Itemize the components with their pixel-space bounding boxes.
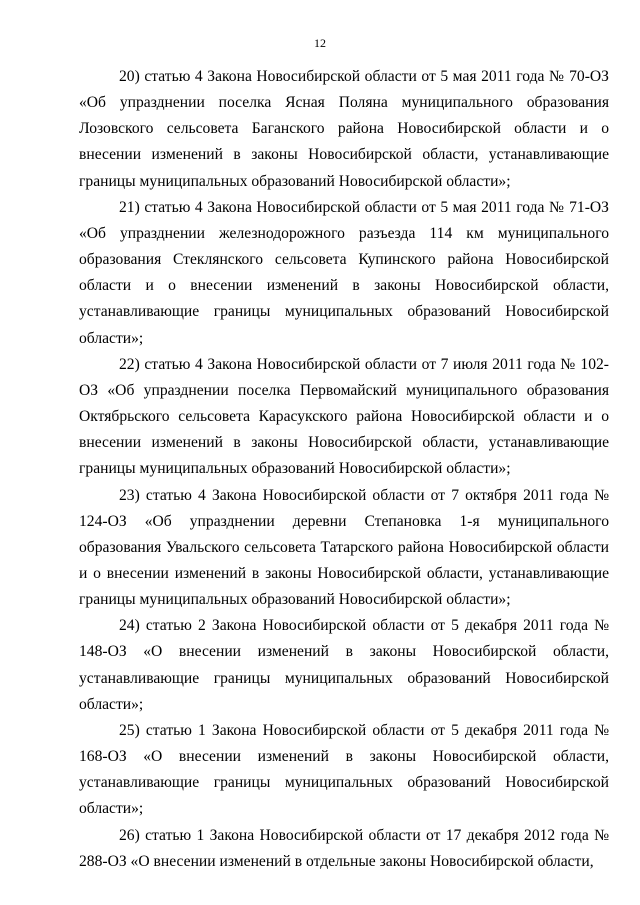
- list-item-21: 21) статью 4 Закона Новосибирской области от 5 мая 2011 года № 71-ОЗ «Об упразднении железнодорожного разъезда 114 км муниципального образования Стеклянского сельсовета Купинского района Новосибирской области и о внесении изменений в законы Новосибирской области, устанавливающие границы муниципальных образований Новосибирской области»;: [79, 198, 609, 347]
- page-number: 12: [314, 36, 326, 50]
- document-body: [79, 64, 609, 875]
- list-item-26: 26) статью 1 Закона Новосибирской области от 17 декабря 2012 года № 288-ОЗ «О внесении изменений в отдельные законы Новосибирской области,: [79, 826, 609, 870]
- list-item-23: 23) статью 4 Закона Новосибирской области от 7 октября 2011 года № 124-ОЗ «Об упразднении деревни Степановка 1-я муниципального образования Увальского сельсовета Татарского района Новосибирской области и о внесении изменений в законы Новосибирской области, устанавливающие границы муниципальных образований Новосибирской области»;: [79, 486, 609, 609]
- list-item-25: 25) статью 1 Закона Новосибирской области от 5 декабря 2011 года № 168-ОЗ «О внесении изменений в законы Новосибирской области, устанавливающие границы муниципальных образований Новосибирской области»;: [79, 721, 609, 818]
- list-item-22: 22) статью 4 Закона Новосибирской области от 7 июля 2011 года № 102-ОЗ «Об упразднении поселка Первомайский муниципального образования Октябрьского сельсовета Карасукского района Новосибирской области и о внесении изменений в законы Новосибирской области, устанавливающие границы муниципальных образований Новосибирской области»;: [79, 355, 609, 478]
- list-item-24: 24) статью 2 Закона Новосибирской области от 5 декабря 2011 года № 148-ОЗ «О внесении изменений в законы Новосибирской области, устанавливающие границы муниципальных образований Новосибирской области»;: [79, 617, 609, 713]
- list-item-20: 20) статью 4 Закона Новосибирской области от 5 мая 2011 года № 70-ОЗ «Об упразднении поселка Ясная Поляна муниципального образования Лозовского сельсовета Баганского района Новосибирской области и о внесении изменений в законы Новосибирской области, устанавливающие границы муниципальных образований Новосибирской области»;: [79, 68, 609, 190]
